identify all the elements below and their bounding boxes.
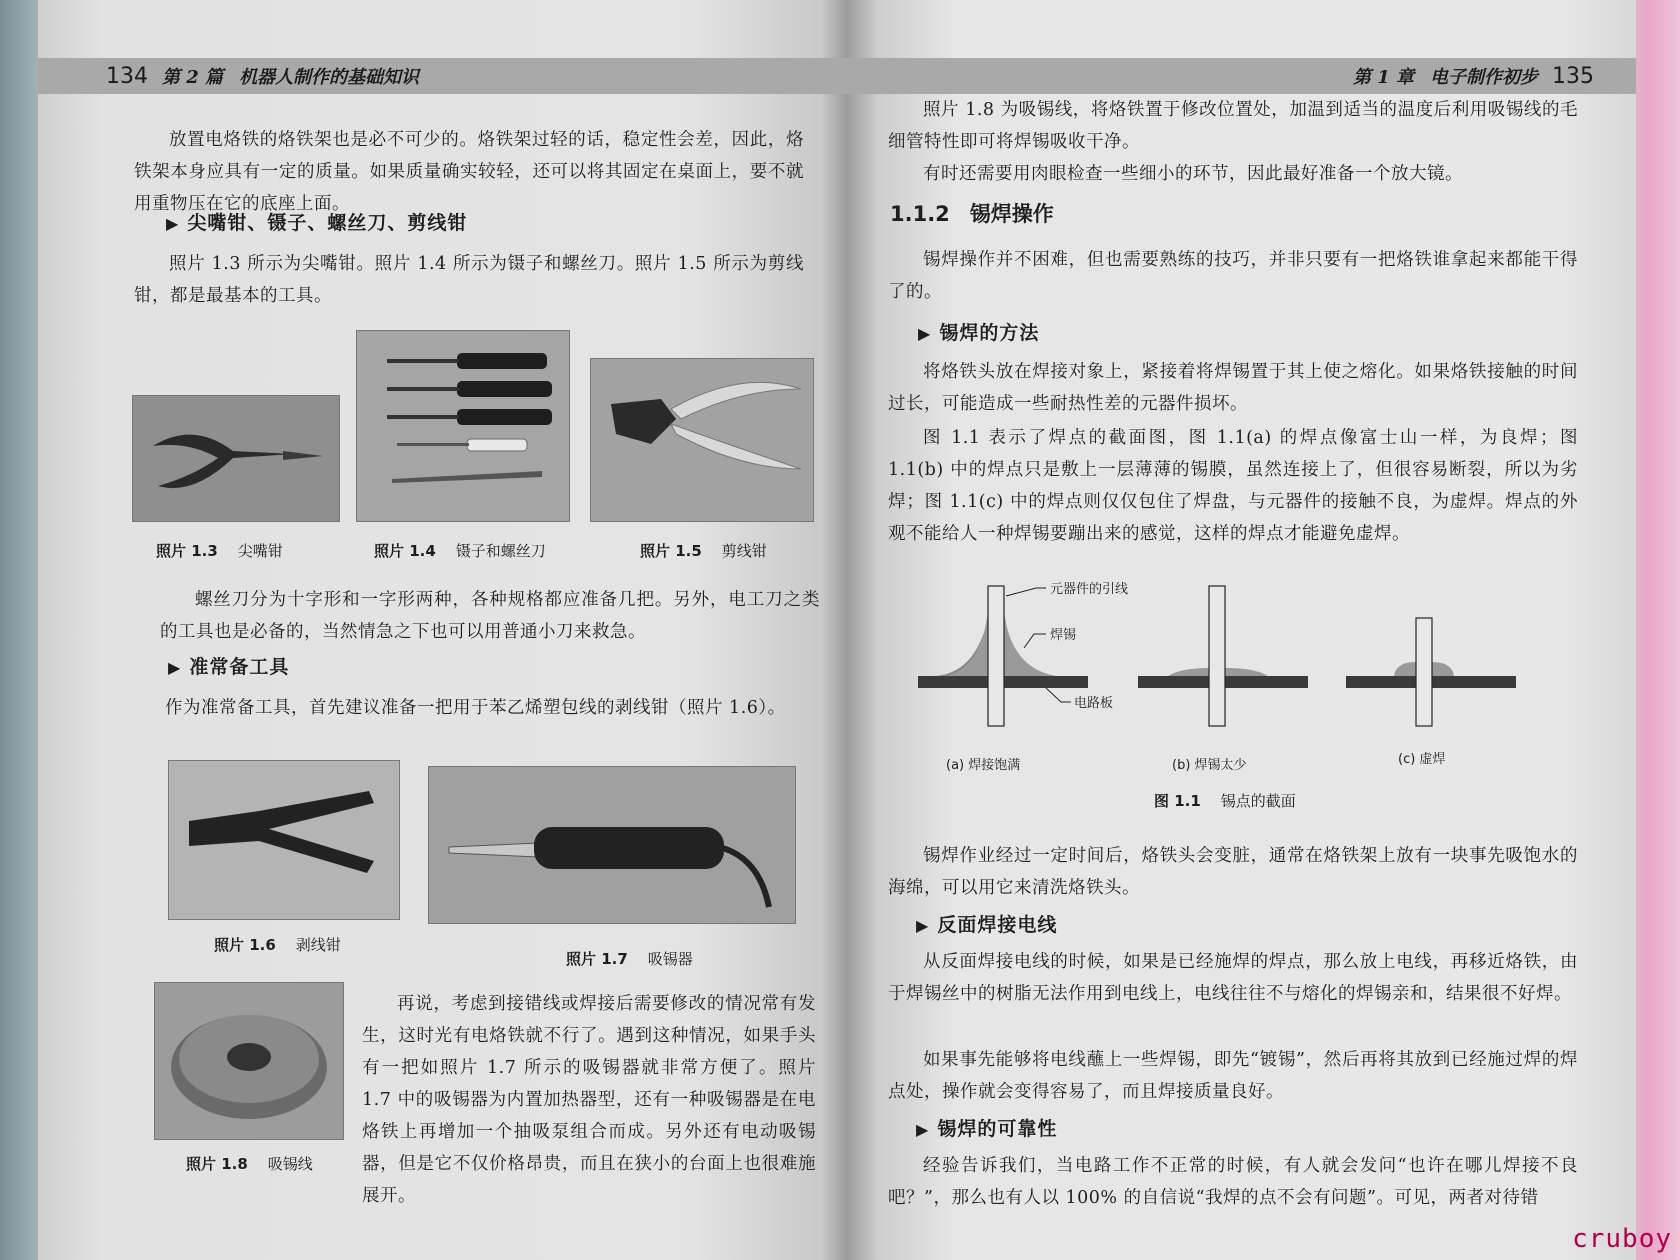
caption-name: 镊子和螺丝刀 [455, 542, 546, 560]
part-label: 第 2 篇 [162, 67, 224, 88]
paragraph: 锡焊操作并不困难，但也需要熟练的技巧，并非只要有一把烙铁谁拿起来都能干得了的。 [888, 250, 1578, 302]
paragraph: 图 1.1 表示了焊点的截面图，图 1.1(a) 的焊点像富士山一样，为良焊；图 1.1(b) 中的焊点只是敷上一层薄薄的锡膜，虽然连接上了，但很容易断裂，所以为劣焊；图 1.1(c) 中的焊点则仅仅包住了焊盘，与元器件的接触不良，为虚焊。焊点的外观不能给人一种焊锡要蹦出来的感觉，这样的焊点才能避免虚焊。 [888, 428, 1578, 544]
subheading-text: 锡焊的方法 [939, 322, 1040, 344]
triangle-bullet-icon: ▶ [918, 324, 932, 343]
photo-caption [374, 540, 546, 561]
paragraph: 将烙铁头放在焊接对象上，紧接着将焊锡置于其上使之熔化。如果烙铁接触的时间过长，可能造成一些耐热性差的元器件损坏。 [888, 362, 1578, 414]
caption-name: 锡点的截面 [1220, 792, 1296, 810]
label-solder: 焊锡 [1050, 628, 1077, 643]
figure-caption [1154, 790, 1296, 811]
subheading [166, 208, 467, 235]
paragraph: 照片 1.3 所示为尖嘴钳。照片 1.4 所示为镊子和螺丝刀。照片 1.5 所示为剪线钳，都是最基本的工具。 [134, 254, 804, 306]
photo-caption [156, 540, 283, 561]
triangle-bullet-icon: ▶ [168, 658, 182, 677]
paragraph: 放置电烙铁的烙铁架也是必不可少的。烙铁架过轻的话，稳定性会差，因此，烙铁架本身应具有一定的质量。如果质量确实较轻，还可以将其固定在桌面上，要不就用重物压在它的底座上面。 [134, 130, 804, 214]
caption-name: 剪线钳 [721, 542, 767, 560]
photo-caption [566, 948, 693, 969]
paragraph: 经验告诉我们，当电路工作不正常的时候，有人就会发问“也许在哪儿焊接不良吧？”，那么也有人以 100% 的自信说“我焊的点不会有问题”。可见，两者对待错 [888, 1156, 1578, 1208]
section-number: 1.1.2 [890, 202, 950, 226]
section-title: 锡焊操作 [969, 202, 1054, 226]
caption-name: 吸锡线 [267, 1155, 313, 1173]
watermark-text: cruboy [1572, 1224, 1672, 1254]
paragraph: 螺丝刀分为十字形和一字形两种，各种规格都应准备几把。另外，电工刀之类的工具也是必备的，当然情急之下也可以用普通小刀来救急。 [160, 590, 820, 642]
subheading [916, 1114, 1057, 1141]
triangle-bullet-icon: ▶ [916, 916, 930, 935]
figure-solder-cross-section [906, 578, 1526, 818]
caption-number: 照片 1.5 [640, 542, 702, 560]
right-page-header [846, 58, 1636, 94]
chapter-label: 第 1 章 [1352, 67, 1414, 88]
subheading [168, 652, 289, 679]
caption-number: 照片 1.8 [186, 1155, 248, 1173]
photo-caption [214, 934, 341, 955]
caption-number: 照片 1.3 [156, 542, 218, 560]
photo-desoldering-pump [428, 766, 796, 924]
photo-wire-stripper [168, 760, 400, 920]
photo-caption [186, 1153, 313, 1174]
label-component-lead: 元器件的引线 [1050, 582, 1129, 597]
photo-desoldering-braid [154, 982, 344, 1140]
label-circuit-board: 电路板 [1074, 696, 1114, 711]
paragraph: 锡焊作业经过一定时间后，烙铁头会变脏，通常在烙铁架上放有一块事先吸饱水的海绵，可以用它来清洗烙铁头。 [888, 846, 1578, 898]
paragraph: 如果事先能够将电线蘸上一些焊锡，即先“镀锡”，然后再将其放到已经施过焊的焊点处，操作就会变得容易了，而且焊接质量良好。 [888, 1050, 1578, 1102]
right-page [846, 0, 1636, 1260]
subheading-text: 准常备工具 [189, 656, 290, 678]
page-number: 134 [106, 63, 148, 89]
subfigure-b-label: (b) 焊锡太少 [1172, 758, 1247, 773]
photo-needle-nose-pliers [132, 395, 340, 522]
section-heading [890, 198, 1054, 228]
figure-diagram [906, 578, 1526, 818]
part-title: 机器人制作的基础知识 [239, 67, 420, 88]
left-page [38, 0, 846, 1260]
photo-caption [640, 540, 767, 561]
subheading-text: 反面焊接电线 [937, 914, 1058, 936]
subfigure-c-label: (c) 虚焊 [1398, 752, 1446, 767]
subheading [918, 318, 1039, 345]
left-page-header [38, 58, 846, 94]
subheading [916, 910, 1057, 937]
chapter-title: 电子制作初步 [1430, 67, 1538, 88]
caption-name: 尖嘴钳 [237, 542, 283, 560]
subheading-text: 尖嘴钳、镊子、螺丝刀、剪线钳 [187, 212, 468, 234]
paragraph: 再说，考虑到接错线或焊接后需要修改的情况常有发生，这时光有电烙铁就不行了。遇到这种情况，如果手头有一把如照片 1.7 所示的吸锡器就非常方便了。照片 1.7 中的吸锡器为内置加热器型，还有一种吸锡器是在电烙铁上再增加一个抽吸泵组合而成。另外还有电动吸锡器，但是它不仅价格昂贵，而且在狭小的台面上也很难施展开。 [362, 994, 816, 1206]
page-number: 135 [1552, 63, 1594, 89]
caption-name: 剥线钳 [295, 936, 341, 954]
paragraph: 照片 1.8 为吸锡线，将烙铁置于修改位置处，加温到适当的温度后利用吸锡线的毛细管特性即可将焊锡吸收干净。 [888, 100, 1578, 152]
caption-number: 照片 1.6 [214, 936, 276, 954]
triangle-bullet-icon: ▶ [916, 1120, 930, 1139]
paragraph: 作为准常备工具，首先建议准备一把用于苯乙烯塑包线的剥线钳（照片 1.6）。 [165, 698, 786, 718]
caption-name: 吸锡器 [647, 950, 693, 968]
caption-number: 照片 1.7 [566, 950, 628, 968]
paragraph: 有时还需要用肉眼检查一些细小的环节，因此最好准备一个放大镜。 [923, 164, 1463, 184]
caption-number: 图 1.1 [1154, 792, 1201, 810]
paragraph: 从反面焊接电线的时候，如果是已经施焊的焊点，那么放上电线，再移近烙铁，由于焊锡丝中的树脂无法作用到电线上，电线往往不与熔化的焊锡亲和，结果很不好焊。 [888, 952, 1578, 1004]
subfigure-a-label: (a) 焊接饱满 [946, 758, 1021, 773]
subheading-text: 锡焊的可靠性 [937, 1118, 1058, 1140]
photo-wire-cutters [590, 358, 814, 522]
photo-tweezers-screwdrivers [356, 330, 570, 522]
caption-number: 照片 1.4 [374, 542, 436, 560]
triangle-bullet-icon: ▶ [166, 214, 180, 233]
